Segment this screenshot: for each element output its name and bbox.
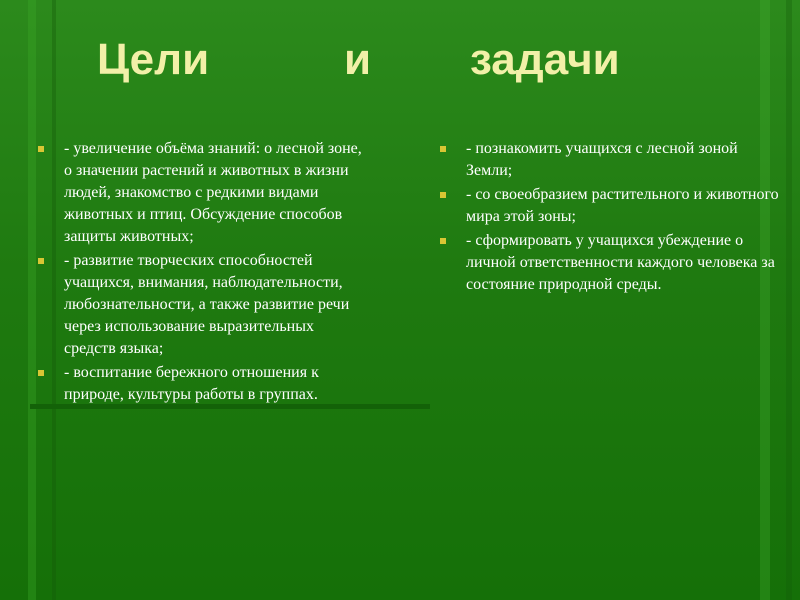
list-item bbox=[440, 138, 780, 182]
list-item-text: - познакомить учащихся с лесной зоной Земли; bbox=[466, 140, 738, 179]
tasks-list bbox=[440, 138, 780, 298]
title-word-goals: Цели bbox=[97, 35, 210, 84]
list-item bbox=[440, 230, 780, 296]
decorative-stripe bbox=[786, 0, 792, 600]
list-item bbox=[440, 184, 780, 228]
list-item-text: - воспитание бережного отношения к природе, культуры работы в группах. bbox=[64, 364, 319, 403]
list-item-text: - сформировать у учащихся убеждение о личной ответственности каждого человека за состояние природной среды. bbox=[466, 232, 775, 293]
title-word-tasks: задачи bbox=[470, 35, 620, 84]
list-item bbox=[38, 362, 368, 406]
list-item-text: - со своеобразием растительного и животного мира этой зоны; bbox=[466, 186, 779, 225]
goals-list bbox=[38, 138, 368, 408]
bullet-icon bbox=[440, 146, 446, 152]
decorative-stripe bbox=[28, 0, 36, 600]
bullet-icon bbox=[440, 238, 446, 244]
bullet-icon bbox=[38, 258, 44, 264]
title-word-and: и bbox=[344, 35, 372, 84]
bullet-icon bbox=[38, 146, 44, 152]
list-item bbox=[38, 250, 368, 360]
list-item-text: - увеличение объёма знаний: о лесной зоне, о значении растений и животных в жизни людей, знакомство с редкими видами животных и птиц. Обсуждение способов защиты животных; bbox=[64, 140, 362, 245]
bullet-icon bbox=[38, 370, 44, 376]
bullet-icon bbox=[440, 192, 446, 198]
list-item bbox=[38, 138, 368, 248]
list-item-text: - развитие творческих способностей учащихся, внимания, наблюдательности, любознательности, а также развитие речи через использование выразительных средств языка; bbox=[64, 252, 350, 357]
slide-title bbox=[0, 30, 800, 90]
decorative-stripe bbox=[760, 0, 770, 600]
